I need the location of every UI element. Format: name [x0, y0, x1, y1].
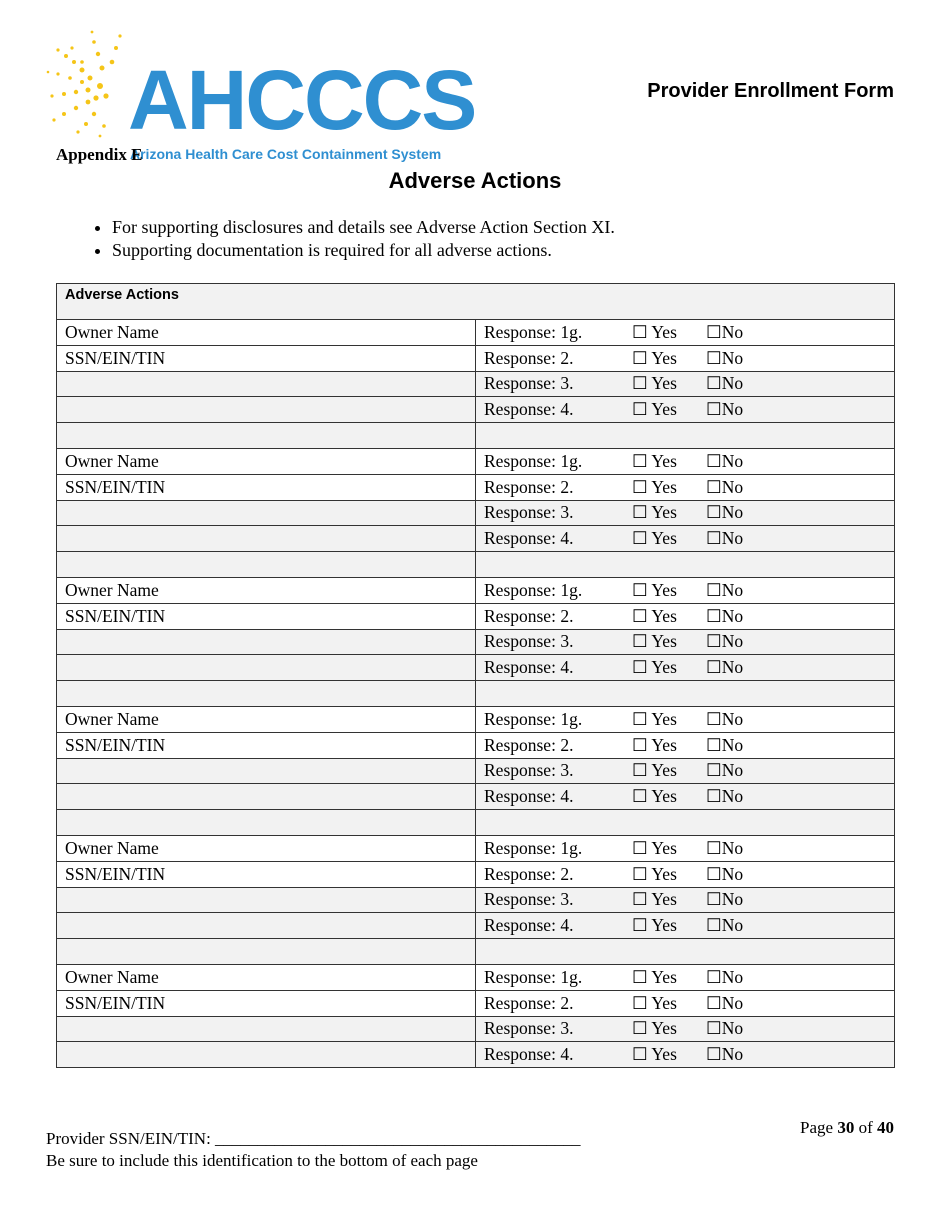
no-checkbox[interactable]: ☐No: [706, 373, 744, 394]
ssn-ein-tin-field[interactable]: SSN/EIN/TIN: [57, 861, 476, 887]
blank-field[interactable]: [57, 526, 476, 552]
no-checkbox[interactable]: ☐No: [706, 889, 744, 910]
response-label: Response: 3.: [484, 760, 574, 781]
blank-field[interactable]: [57, 887, 476, 913]
response-label: Response: 3.: [484, 889, 574, 910]
spacer-cell: [57, 423, 476, 449]
owner-name-field[interactable]: Owner Name: [57, 320, 476, 346]
no-checkbox[interactable]: ☐No: [706, 579, 744, 600]
yes-checkbox[interactable]: ☐ Yes: [632, 347, 677, 368]
owner-name-field[interactable]: Owner Name: [57, 448, 476, 474]
no-checkbox[interactable]: ☐No: [706, 837, 744, 858]
yes-checkbox[interactable]: ☐ Yes: [632, 399, 677, 420]
owner-name-field[interactable]: Owner Name: [57, 706, 476, 732]
spacer-cell: [476, 681, 895, 707]
table-row: [57, 474, 895, 500]
response-cell: [476, 964, 895, 990]
response-label: Response: 2.: [484, 863, 574, 884]
no-checkbox[interactable]: ☐No: [706, 657, 744, 678]
spacer-cell: [57, 810, 476, 836]
no-checkbox[interactable]: ☐No: [706, 605, 744, 626]
yes-checkbox[interactable]: ☐ Yes: [632, 708, 677, 729]
spacer-cell: [57, 681, 476, 707]
no-checkbox[interactable]: ☐No: [706, 502, 744, 523]
no-checkbox[interactable]: ☐No: [706, 786, 744, 807]
blank-field[interactable]: [57, 784, 476, 810]
appendix-label: Appendix E: [56, 145, 143, 164]
table-row: [57, 500, 895, 526]
ssn-ein-tin-field[interactable]: SSN/EIN/TIN: [57, 990, 476, 1016]
blank-field[interactable]: [57, 1042, 476, 1068]
table-row: [57, 861, 895, 887]
response-label: Response: 2.: [484, 476, 574, 497]
ssn-ein-tin-field[interactable]: SSN/EIN/TIN: [57, 345, 476, 371]
response-label: Response: 4.: [484, 528, 574, 549]
spacer-cell: [57, 939, 476, 965]
response-cell: [476, 526, 895, 552]
response-cell: [476, 603, 895, 629]
footer-identification: [46, 1128, 581, 1172]
response-cell: [476, 784, 895, 810]
table-row: [57, 1016, 895, 1042]
response-label: Response: 3.: [484, 1018, 574, 1039]
no-checkbox[interactable]: ☐No: [706, 734, 744, 755]
no-checkbox[interactable]: ☐No: [706, 528, 744, 549]
provider-id-line[interactable]: Provider SSN/EIN/TIN: ___________________________________________: [46, 1129, 581, 1148]
table-row: [57, 526, 895, 552]
response-cell: [476, 345, 895, 371]
owner-name-field[interactable]: Owner Name: [57, 577, 476, 603]
response-label: Response: 1g.: [484, 579, 583, 600]
no-checkbox[interactable]: ☐No: [706, 966, 744, 987]
form-title: Provider Enrollment Form: [647, 80, 894, 102]
response-cell: [476, 474, 895, 500]
spacer-cell: [476, 552, 895, 578]
ssn-ein-tin-field[interactable]: SSN/EIN/TIN: [57, 603, 476, 629]
yes-checkbox[interactable]: ☐ Yes: [632, 502, 677, 523]
spacer-row: [57, 681, 895, 707]
spacer-row: [57, 810, 895, 836]
blank-field[interactable]: [57, 655, 476, 681]
table-row: [57, 758, 895, 784]
yes-checkbox[interactable]: ☐ Yes: [632, 1018, 677, 1039]
table-row: [57, 655, 895, 681]
yes-checkbox[interactable]: ☐ Yes: [632, 992, 677, 1013]
response-cell: [476, 371, 895, 397]
yes-checkbox[interactable]: ☐ Yes: [632, 321, 677, 342]
response-cell: [476, 397, 895, 423]
table-row: [57, 345, 895, 371]
owner-name-field[interactable]: Owner Name: [57, 964, 476, 990]
response-cell: [476, 861, 895, 887]
ssn-ein-tin-field[interactable]: SSN/EIN/TIN: [57, 732, 476, 758]
response-label: Response: 2.: [484, 992, 574, 1013]
yes-checkbox[interactable]: ☐ Yes: [632, 863, 677, 884]
response-label: Response: 3.: [484, 373, 574, 394]
spacer-cell: [476, 810, 895, 836]
response-cell: [476, 990, 895, 1016]
table-row: [57, 577, 895, 603]
instruction-list: [80, 216, 615, 262]
table-row: [57, 835, 895, 861]
no-checkbox[interactable]: ☐No: [706, 631, 744, 652]
page-number: Page 30 of 40: [800, 1118, 894, 1137]
yes-checkbox[interactable]: ☐ Yes: [632, 734, 677, 755]
yes-checkbox[interactable]: ☐ Yes: [632, 631, 677, 652]
no-checkbox[interactable]: ☐No: [706, 450, 744, 471]
no-checkbox[interactable]: ☐No: [706, 760, 744, 781]
response-label: Response: 4.: [484, 915, 574, 936]
adverse-actions-table: [56, 283, 895, 1068]
no-checkbox[interactable]: ☐No: [706, 321, 744, 342]
list-item: • Supporting documentation is required for all adverse actions.: [112, 239, 615, 262]
response-cell: [476, 320, 895, 346]
response-label: Response: 4.: [484, 399, 574, 420]
response-cell: [476, 1016, 895, 1042]
page-title: Adverse Actions: [388, 168, 562, 193]
yes-checkbox[interactable]: ☐ Yes: [632, 579, 677, 600]
table-row: [57, 371, 895, 397]
table-row: [57, 913, 895, 939]
no-checkbox[interactable]: ☐No: [706, 1018, 744, 1039]
spacer-row: [57, 939, 895, 965]
no-checkbox[interactable]: ☐No: [706, 1044, 744, 1065]
yes-checkbox[interactable]: ☐ Yes: [632, 837, 677, 858]
table-row: [57, 629, 895, 655]
yes-checkbox[interactable]: ☐ Yes: [632, 605, 677, 626]
table-row: [57, 448, 895, 474]
table-row: [57, 990, 895, 1016]
blank-field[interactable]: [57, 397, 476, 423]
response-label: Response: 1g.: [484, 708, 583, 729]
yes-checkbox[interactable]: ☐ Yes: [632, 373, 677, 394]
response-label: Response: 1g.: [484, 966, 583, 987]
blank-field[interactable]: [57, 1016, 476, 1042]
no-checkbox[interactable]: ☐No: [706, 347, 744, 368]
response-label: Response: 1g.: [484, 837, 583, 858]
list-item: • For supporting disclosures and details see Adverse Action Section XI.: [112, 216, 615, 239]
owner-name-field[interactable]: Owner Name: [57, 835, 476, 861]
no-checkbox[interactable]: ☐No: [706, 915, 744, 936]
table-header: Adverse Actions: [57, 284, 895, 320]
spacer-row: [57, 552, 895, 578]
response-label: Response: 2.: [484, 605, 574, 626]
blank-field[interactable]: [57, 371, 476, 397]
table-row: [57, 706, 895, 732]
table-header-row: [57, 284, 895, 320]
response-cell: [476, 913, 895, 939]
spacer-cell: [57, 552, 476, 578]
table-row: [57, 603, 895, 629]
logo-subtitle: Arizona Health Care Cost Containment System: [130, 146, 442, 162]
no-checkbox[interactable]: ☐No: [706, 476, 744, 497]
response-cell: [476, 577, 895, 603]
spacer-cell: [476, 423, 895, 449]
response-cell: [476, 706, 895, 732]
response-label: Response: 1g.: [484, 321, 583, 342]
no-checkbox[interactable]: ☐No: [706, 399, 744, 420]
table-row: [57, 784, 895, 810]
logo-wordmark: AHCCCS: [128, 53, 476, 147]
response-label: Response: 4.: [484, 657, 574, 678]
spacer-cell: [476, 939, 895, 965]
response-cell: [476, 1042, 895, 1068]
table-row: [57, 732, 895, 758]
response-label: Response: 4.: [484, 1044, 574, 1065]
no-checkbox[interactable]: ☐No: [706, 708, 744, 729]
yes-checkbox[interactable]: ☐ Yes: [632, 450, 677, 471]
footer-note: Be sure to include this identification to the bottom of each page: [46, 1151, 478, 1170]
yes-checkbox[interactable]: ☐ Yes: [632, 760, 677, 781]
response-cell: [476, 448, 895, 474]
table-row: [57, 887, 895, 913]
ssn-ein-tin-field[interactable]: SSN/EIN/TIN: [57, 474, 476, 500]
response-cell: [476, 758, 895, 784]
yes-checkbox[interactable]: ☐ Yes: [632, 476, 677, 497]
yes-checkbox[interactable]: ☐ Yes: [632, 915, 677, 936]
yes-checkbox[interactable]: ☐ Yes: [632, 1044, 677, 1065]
blank-field[interactable]: [57, 758, 476, 784]
response-cell: [476, 500, 895, 526]
response-cell: [476, 835, 895, 861]
response-cell: [476, 655, 895, 681]
yes-checkbox[interactable]: ☐ Yes: [632, 966, 677, 987]
table-row: [57, 320, 895, 346]
yes-checkbox[interactable]: ☐ Yes: [632, 889, 677, 910]
no-checkbox[interactable]: ☐No: [706, 863, 744, 884]
response-label: Response: 3.: [484, 502, 574, 523]
no-checkbox[interactable]: ☐No: [706, 992, 744, 1013]
response-cell: [476, 629, 895, 655]
table-row: [57, 1042, 895, 1068]
response-label: Response: 2.: [484, 734, 574, 755]
yes-checkbox[interactable]: ☐ Yes: [632, 657, 677, 678]
response-cell: [476, 887, 895, 913]
response-cell: [476, 732, 895, 758]
response-label: Response: 2.: [484, 347, 574, 368]
table-row: [57, 964, 895, 990]
response-label: Response: 1g.: [484, 450, 583, 471]
table-row: [57, 397, 895, 423]
yes-checkbox[interactable]: ☐ Yes: [632, 528, 677, 549]
yes-checkbox[interactable]: ☐ Yes: [632, 786, 677, 807]
response-label: Response: 4.: [484, 786, 574, 807]
blank-field[interactable]: [57, 500, 476, 526]
spacer-row: [57, 423, 895, 449]
blank-field[interactable]: [57, 629, 476, 655]
response-label: Response: 3.: [484, 631, 574, 652]
blank-field[interactable]: [57, 913, 476, 939]
